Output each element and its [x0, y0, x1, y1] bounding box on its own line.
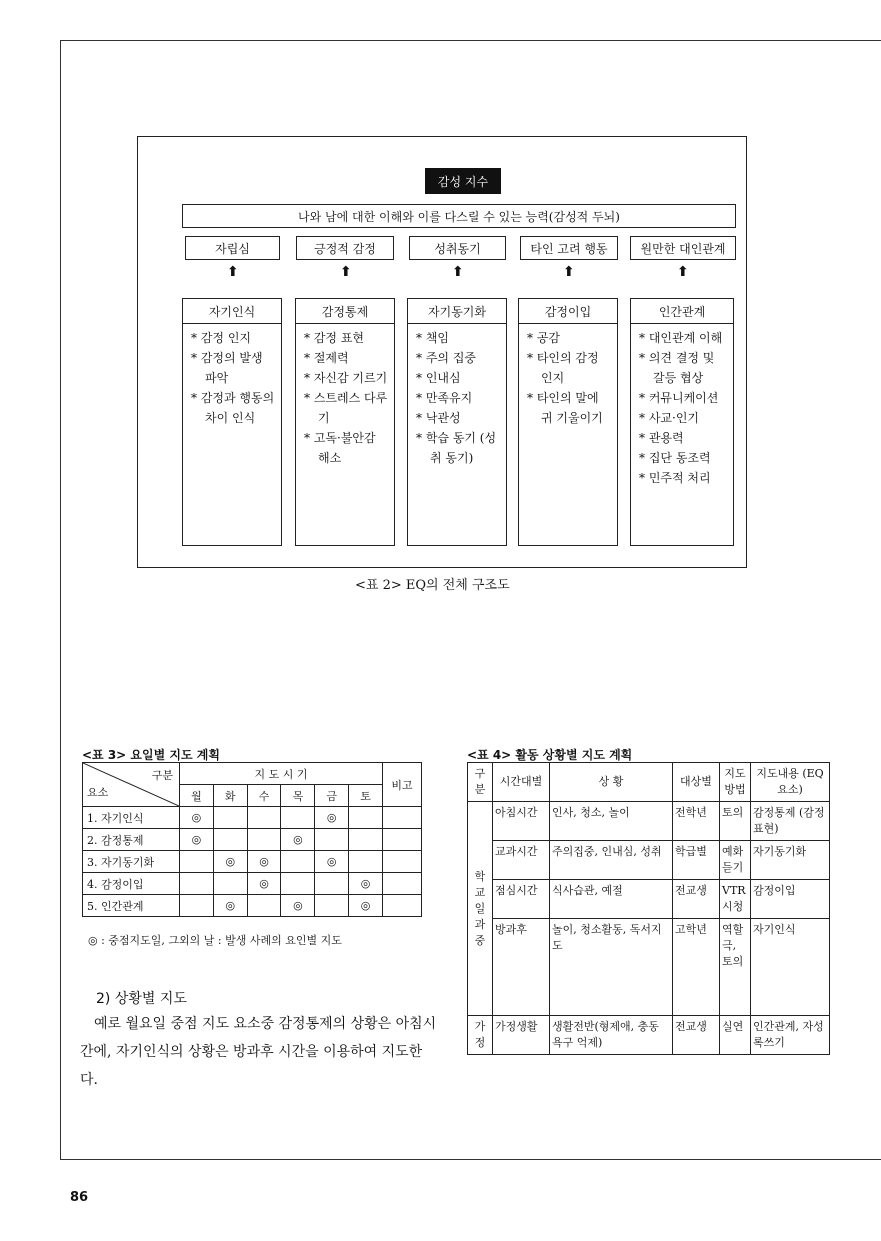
- element-box: [630, 298, 734, 546]
- day-cell: [315, 807, 349, 829]
- day-cell: [247, 873, 281, 895]
- element-item: * 만족유지: [416, 391, 473, 405]
- cell-content: 감정이입: [751, 880, 830, 919]
- day-cell: [213, 895, 247, 917]
- day-cell: [315, 851, 349, 873]
- element-item: * 감정과 행동의 차이 인식: [191, 391, 275, 425]
- focus-mark: ◎: [360, 877, 371, 890]
- day-cell: [281, 873, 315, 895]
- up-arrow-icon: ⬆: [340, 264, 352, 280]
- corner-label-top: 구분: [151, 769, 173, 782]
- table-row: [83, 873, 422, 895]
- cell-target: 전교생: [673, 880, 720, 919]
- note-cell: [383, 895, 422, 917]
- group-school: 학교 일과중: [468, 802, 493, 1016]
- goal-box: 긍정적 감정: [296, 236, 394, 260]
- day-header: 화: [213, 785, 247, 807]
- page-number: 86: [70, 1190, 89, 1205]
- element-item: * 대인관계 이해: [639, 331, 723, 345]
- cell-time: 아침시간: [493, 802, 550, 841]
- element-box: [407, 298, 507, 546]
- focus-mark: ◎: [225, 899, 236, 912]
- group-home: 가정: [468, 1016, 493, 1055]
- element-head: 감정이입: [519, 299, 617, 324]
- day-cell: [349, 829, 383, 851]
- element-item: * 학습 동기 (성취 동기): [416, 431, 497, 465]
- diagram-title: 감성 지수: [425, 168, 501, 194]
- diagram-definition: 나와 남에 대한 이해와 이를 다스릴 수 있는 능력(감성적 두뇌): [182, 204, 736, 228]
- section-title: 2) 상황별 지도: [96, 991, 187, 1007]
- cell-method: 역할극, 토의: [720, 919, 751, 1016]
- element-label: 5. 인간관계: [83, 895, 180, 917]
- cell-method: 토의: [720, 802, 751, 841]
- focus-mark: ◎: [293, 899, 303, 912]
- cell-situation: 주의집중, 인내심, 성취: [550, 841, 673, 880]
- day-header: 목: [281, 785, 315, 807]
- cell-method: 실연: [720, 1016, 751, 1055]
- table-row: [83, 851, 422, 873]
- day-cell: [315, 895, 349, 917]
- day-cell: [213, 851, 247, 873]
- cell-time: 교과시간: [493, 841, 550, 880]
- day-cell: [349, 807, 383, 829]
- element-box: [182, 298, 282, 546]
- focus-mark: ◎: [191, 833, 202, 846]
- col-header: 시간대별: [493, 763, 550, 802]
- day-cell: [281, 851, 315, 873]
- col-header: 지도내용 (EQ요소): [751, 763, 830, 802]
- element-head: 자기인식: [183, 299, 281, 324]
- element-item: * 낙관성: [416, 411, 461, 425]
- day-header: 토: [349, 785, 383, 807]
- cell-content: 자기인식: [751, 919, 830, 1016]
- focus-mark: ◎: [259, 877, 269, 890]
- day-header: 월: [180, 785, 214, 807]
- col-header: 대상별: [673, 763, 720, 802]
- element-head: 감정통제: [296, 299, 394, 324]
- day-cell: [315, 873, 349, 895]
- element-item: * 관용력: [639, 431, 684, 445]
- element-item: * 감정의 발생 파악: [191, 351, 263, 385]
- element-item: * 감정 표현: [304, 331, 364, 345]
- day-cell: [180, 829, 214, 851]
- cell-method: 예화 듣기: [720, 841, 751, 880]
- goal-box: 자립심: [185, 236, 280, 260]
- up-arrow-icon: ⬆: [227, 264, 239, 280]
- day-cell: [349, 895, 383, 917]
- element-label: 4. 감정이입: [83, 873, 180, 895]
- note-cell: [383, 807, 422, 829]
- cell-target: 학급별: [673, 841, 720, 880]
- element-item: * 주의 집중: [416, 351, 476, 365]
- day-cell: [180, 851, 214, 873]
- cell-time: 방과후: [493, 919, 550, 1016]
- day-cell: [281, 807, 315, 829]
- cell-situation: 생활전반(형제애, 충동 욕구 억제): [550, 1016, 673, 1055]
- element-head: 인간관계: [631, 299, 733, 324]
- corner-cell: [83, 763, 180, 807]
- element-item: * 타인의 말에 귀 기울이기: [527, 391, 603, 425]
- day-cell: [213, 807, 247, 829]
- day-cell: [180, 807, 214, 829]
- note-cell: [383, 873, 422, 895]
- element-head: 자기동기화: [408, 299, 506, 324]
- table4-title: <표 4> 활동 상황별 지도 계획: [467, 748, 633, 762]
- day-cell: [247, 851, 281, 873]
- focus-mark: ◎: [326, 855, 337, 868]
- focus-mark: ◎: [259, 855, 269, 868]
- element-item: * 집단 동조력: [639, 451, 711, 465]
- cell-target: 전학년: [673, 802, 720, 841]
- element-box: [295, 298, 395, 546]
- section-body: 예로 월요일 중점 지도 요소중 감정통제의 상황은 아침시간에, 자기인식의 상황은 방과후 시간을 이용하여 지도한다.: [80, 1016, 437, 1088]
- cell-time: 가정생활: [493, 1016, 550, 1055]
- day-header: 금: [315, 785, 349, 807]
- up-arrow-icon: ⬆: [452, 264, 464, 280]
- element-label: 2. 감정통제: [83, 829, 180, 851]
- table-row: [83, 895, 422, 917]
- note-cell: [383, 851, 422, 873]
- element-box: [518, 298, 618, 546]
- up-arrow-icon: ⬆: [563, 264, 575, 280]
- col-header: 지도방법: [720, 763, 751, 802]
- element-item: * 타인의 감정 인지: [527, 351, 599, 385]
- focus-mark: ◎: [326, 811, 337, 824]
- day-cell: [247, 895, 281, 917]
- weekday-plan-table: [82, 762, 422, 917]
- element-item: * 고독·불안감 해소: [304, 431, 376, 465]
- day-cell: [281, 829, 315, 851]
- day-cell: [213, 873, 247, 895]
- col-header: 상 황: [550, 763, 673, 802]
- table-row: [83, 829, 422, 851]
- goal-box: 성취동기: [409, 236, 506, 260]
- goal-box: 원만한 대인관계: [630, 236, 736, 260]
- focus-mark: ◎: [293, 833, 303, 846]
- day-cell: [180, 895, 214, 917]
- cell-method: VTR 시청: [720, 880, 751, 919]
- element-label: 1. 자기인식: [83, 807, 180, 829]
- element-item: * 커뮤니케이션: [639, 391, 719, 405]
- cell-situation: 식사습관, 예절: [550, 880, 673, 919]
- element-item: * 감정 인지: [191, 331, 251, 345]
- day-cell: [247, 829, 281, 851]
- focus-mark: ◎: [225, 855, 236, 868]
- day-cell: [213, 829, 247, 851]
- note-cell: [383, 829, 422, 851]
- up-arrow-icon: ⬆: [677, 264, 689, 280]
- element-label: 3. 자기동기화: [83, 851, 180, 873]
- corner-label-bottom: 요소: [87, 786, 109, 799]
- table3-title: <표 3> 요일별 지도 계획: [82, 748, 220, 762]
- focus-mark: ◎: [191, 811, 202, 824]
- day-cell: [247, 807, 281, 829]
- cell-situation: 인사, 청소, 놀이: [550, 802, 673, 841]
- col-header: 구분: [468, 763, 493, 802]
- group-header: 지 도 시 기: [180, 763, 383, 785]
- day-header: 수: [247, 785, 281, 807]
- element-item: * 공감: [527, 331, 560, 345]
- element-item: * 의견 결정 및 갈등 협상: [639, 351, 715, 385]
- situation-plan-table: [467, 762, 830, 1055]
- table3-footnote: ◎ : 중점지도일, 그외의 날 : 발생 사례의 요인별 지도: [88, 934, 342, 947]
- element-item: * 민주적 처리: [639, 471, 711, 485]
- table-row: [83, 807, 422, 829]
- element-item: * 인내심: [416, 371, 461, 385]
- cell-situation: 놀이, 청소활동, 독서지도: [550, 919, 673, 1016]
- day-cell: [349, 851, 383, 873]
- goal-box: 타인 고려 행동: [520, 236, 618, 260]
- day-cell: [180, 873, 214, 895]
- diagram-caption: <표 2> EQ의 전체 구조도: [355, 578, 510, 593]
- element-item: * 자신감 기르기: [304, 371, 388, 385]
- cell-content: 자기동기화: [751, 841, 830, 880]
- element-item: * 책임: [416, 331, 449, 345]
- day-cell: [315, 829, 349, 851]
- focus-mark: ◎: [360, 899, 371, 912]
- day-cell: [281, 895, 315, 917]
- note-header: 비고: [383, 763, 422, 807]
- element-item: * 스트레스 다루기: [304, 391, 388, 425]
- cell-target: 전교생: [673, 1016, 720, 1055]
- element-item: * 사교·인기: [639, 411, 699, 425]
- cell-time: 점심시간: [493, 880, 550, 919]
- cell-target: 고학년: [673, 919, 720, 1016]
- element-item: * 절제력: [304, 351, 349, 365]
- cell-content: 인간관계, 자성록쓰기: [751, 1016, 830, 1055]
- day-cell: [349, 873, 383, 895]
- cell-content: 감정통제 (감정표현): [751, 802, 830, 841]
